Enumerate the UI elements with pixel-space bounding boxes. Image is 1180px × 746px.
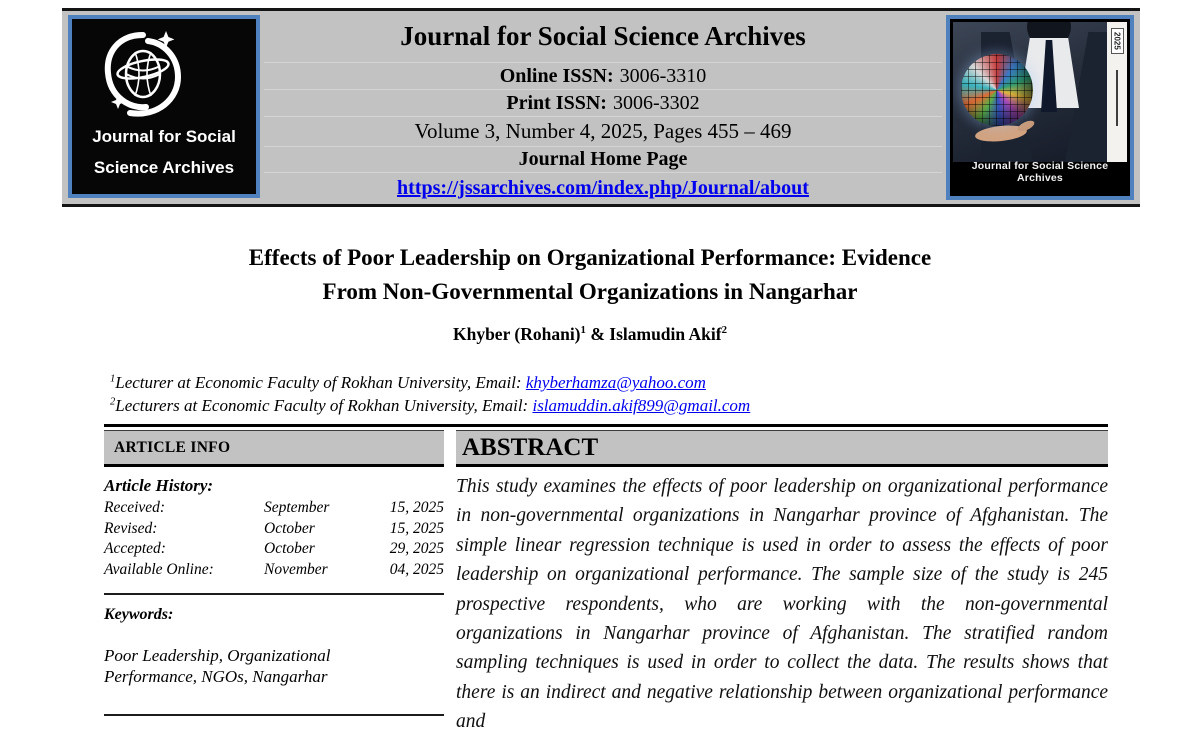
footnote-2-text: Lecturers at Economic Faculty of Rokhan University, Email: [115, 396, 533, 415]
abstract-text: This study examines the effects of poor leadership on organizational performance in non-governmental organizations in Nangarhar province of Afghanistan. The simple linear regression technique is used in order to assess the effects of poor leadership on organizational performance. The sample size of the study is 245 prospective respondents, who are working with the non-governmental organizations in Nangarhar province of Afghanistan. The stratified random sampling techniques is used in order to collect the data. The results shows that there is an indirect and negative relationship between organizational performance and [456, 476, 1108, 733]
history-month: October [264, 519, 315, 537]
keywords-bottom-divider [104, 714, 444, 716]
logo-text-line1: Journal for Social [92, 127, 236, 146]
print-issn-label: Print ISSN: [506, 91, 607, 114]
article-title-line1: Effects of Poor Leadership on Organizational Performance: Evidence [248, 245, 932, 270]
abstract-column [456, 430, 1108, 737]
history-label: Revised: [104, 519, 158, 537]
journal-logo-swirl-icon [96, 25, 190, 121]
author-1-name: Khyber (Rohani) [452, 324, 581, 344]
journal-masthead [62, 8, 1140, 207]
journal-cover-image [946, 15, 1134, 200]
author-2-affiliation-mark: 2 [721, 324, 728, 337]
article-info-column [104, 430, 444, 737]
online-issn-row [264, 62, 942, 89]
journal-home-link[interactable]: https://jssarchives.com/index.php/Journal/about [397, 177, 809, 200]
article-history-heading: Article History: [104, 476, 214, 495]
author-1-affiliation-mark: 1 [580, 324, 586, 337]
history-row-received [104, 498, 444, 519]
history-label: Available Online: [104, 560, 214, 578]
email-link-author-1[interactable]: khyberhamza@yahoo.com [525, 373, 706, 392]
home-page-label: Journal Home Page [264, 146, 942, 173]
history-date: 04, 2025 [389, 560, 444, 578]
journal-logo [68, 15, 260, 198]
author-footnotes [110, 371, 1180, 417]
history-date: 15, 2025 [389, 499, 444, 516]
article-info-heading: ARTICLE INFO [104, 430, 444, 467]
abstract-heading: ABSTRACT [456, 430, 1108, 467]
journal-title: Journal for Social Science Archives [400, 21, 806, 52]
history-date: 29, 2025 [389, 540, 444, 557]
article-title [0, 241, 1180, 309]
section-divider-rule [104, 424, 1108, 428]
author-2-name: Islamudin Akif [609, 324, 722, 344]
footnote-1 [110, 371, 1180, 394]
journal-logo-text [72, 121, 256, 183]
cover-spine [1107, 22, 1127, 162]
history-month: October [264, 540, 315, 557]
print-issn-value: 3006-3302 [612, 91, 700, 114]
cover-caption: Journal for Social Science Archives [971, 160, 1109, 184]
cover-photo [953, 22, 1127, 162]
history-row-accepted [104, 539, 444, 560]
article-info-abstract-table [104, 430, 1108, 737]
keywords-heading: Keywords: [104, 606, 174, 623]
spine-line [1116, 70, 1118, 126]
volume-info: Volume 3, Number 4, 2025, Pages 455 – 469 [264, 116, 942, 146]
history-month: September [264, 499, 330, 516]
authors-separator: & [585, 324, 610, 344]
footnote-1-text: Lecturer at Economic Faculty of Rokhan University, Email: [115, 373, 526, 392]
history-label: Received: [104, 499, 166, 516]
keywords-text: Poor Leadership, Organizational Performance, NGOs, Nangarhar [104, 646, 331, 686]
article-title-line2: From Non-Governmental Organizations in Nangarhar [322, 279, 858, 304]
cover-year: 2025 [1111, 28, 1124, 54]
email-link-author-2[interactable]: islamuddin.akif899@gmail.com [532, 396, 751, 415]
history-row-revised [104, 519, 444, 540]
history-keywords-divider [104, 593, 444, 595]
logo-text-line2: Science Archives [93, 158, 235, 177]
history-row-available-online [104, 560, 444, 581]
masthead-center [264, 11, 942, 204]
footnote-2 [110, 394, 1180, 417]
history-label: Accepted: [104, 540, 166, 557]
online-issn-label: Online ISSN: [499, 64, 614, 87]
column-gap [444, 430, 456, 737]
history-month: November [264, 560, 328, 578]
history-date: 15, 2025 [389, 519, 444, 537]
online-issn-value: 3006-3310 [619, 64, 707, 87]
mosaic-globe-graphic [961, 54, 1033, 126]
footnote-2-mark: 2 [110, 396, 116, 408]
article-history-table [104, 498, 444, 580]
print-issn-row [264, 89, 942, 116]
home-page-link-row [264, 172, 942, 204]
footnote-1-mark: 1 [110, 373, 116, 385]
authors-line [0, 324, 1180, 345]
